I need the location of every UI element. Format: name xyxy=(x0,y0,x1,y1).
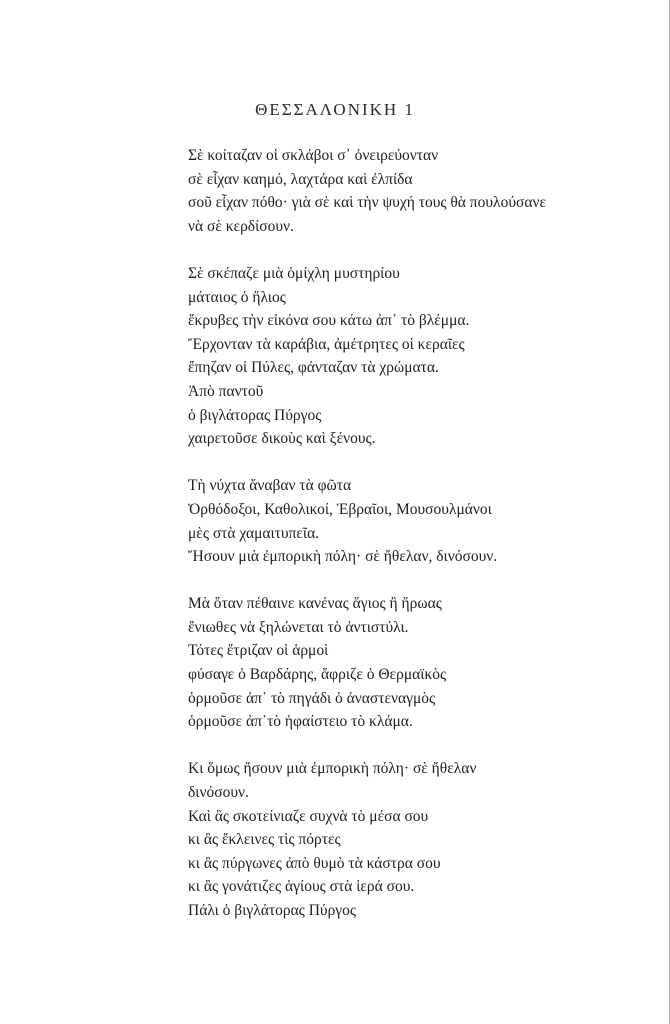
poem-line: ὁρμοῦσε ἀπ᾽ τὸ πηγάδι ὁ ἀναστεναγμὸς xyxy=(188,689,436,707)
poem-line: κι ἂς ἔκλεινες τὶς πόρτες xyxy=(188,831,341,849)
poem-line: ἔνιωθες νὰ ξηλώνεται τὸ ἀντιστύλι. xyxy=(188,618,409,636)
poem-line: Ἤσουν μιὰ ἐμπορικὴ πόλη· σὲ ἤθελαν, δινόσουν. xyxy=(188,548,498,566)
poem-line: Πάλι ὁ βιγλάτορας Πύργος xyxy=(188,902,357,919)
poem-line: Κι ὅμως ἤσουν μιὰ ἐμπορικὴ πόλη· σὲ ἤθελαν xyxy=(188,760,477,778)
poem-line: Ὀρθόδοξοι, Καθολικοί, Ἑβραῖοι, Μουσουλμάνοι xyxy=(188,500,492,518)
stanza xyxy=(188,262,648,451)
poem-line: Ἀπὸ παντοῦ xyxy=(188,382,264,400)
stanza xyxy=(188,757,648,922)
poem-line: ὁρμοῦσε ἀπ᾽τὸ ἡφαίστειο τὸ κλάμα. xyxy=(188,713,413,731)
poem-line: χαιρετοῦσε δικοὺς καὶ ξένους. xyxy=(188,430,376,448)
poem-line: σοῦ εἶχαν πόθο· γιὰ σὲ καὶ τὴν ψυχή τους θὰ πουλούσανε xyxy=(188,194,546,212)
poem-line: μάταιος ὁ ἥλιος xyxy=(188,288,286,306)
poem-line: κι ἂς γονάτιζες ἁγίους στὰ ἱερά σου. xyxy=(188,878,415,896)
poem-line: δινόσουν. xyxy=(188,784,249,802)
stanza xyxy=(188,592,648,734)
poem-line: φύσαγε ὁ Βαρδάρης, ἄφριζε ὁ Θερμαϊκὸς xyxy=(188,666,447,684)
poem-line: Μὰ ὅταν πέθαινε κανένας ἅγιος ἢ ἥρωας xyxy=(188,595,442,613)
stanza xyxy=(188,474,648,568)
poem-line: Σὲ σκέπαζε μιὰ ὁμίχλη μυστηρίου xyxy=(188,264,400,282)
poem-line: Σὲ κοίταζαν οἱ σκλάβοι σ᾽ ὀνειρεύονταν xyxy=(188,147,439,164)
poem-line: ἔπηζαν οἱ Πύλες, φάνταζαν τὰ χρώματα. xyxy=(188,359,439,377)
poem-line: Τὴ νύχτα ἄναβαν τὰ φῶτα xyxy=(188,477,352,495)
poem-line: μὲς στὰ χαμαιτυπεῖα. xyxy=(188,524,320,542)
poem-line: Καὶ ἂς σκοτείνιαζε συχνὰ τὸ μέσα σου xyxy=(188,807,429,825)
poem-line: κι ἂς πύργωνες ἀπὸ θυμὸ τὰ κάστρα σου xyxy=(188,854,441,872)
poem-line: Ἔρχονταν τὰ καράβια, ἀμέτρητες οἱ κεραῖες xyxy=(188,335,465,353)
poem-line: σὲ εἶχαν καημό, λαχτάρα καὶ ἐλπίδα xyxy=(188,170,413,188)
poem-body xyxy=(188,144,648,923)
poem-line: ὁ βιγλάτορας Πύργος xyxy=(188,406,322,424)
stanza xyxy=(188,144,648,238)
poem-line: Τότες ἔτριζαν οἱ ἁρμοὶ xyxy=(188,642,329,660)
poem-title: ΘΕΣΣΑΛΟΝΙΚΗ 1 xyxy=(255,100,415,119)
poem-line: νὰ σὲ κερδίσουν. xyxy=(188,217,294,235)
poem-line: ἔκρυβες τὴν εἰκόνα σου κάτω ἀπ᾽ τὸ βλέμμα. xyxy=(188,312,470,330)
